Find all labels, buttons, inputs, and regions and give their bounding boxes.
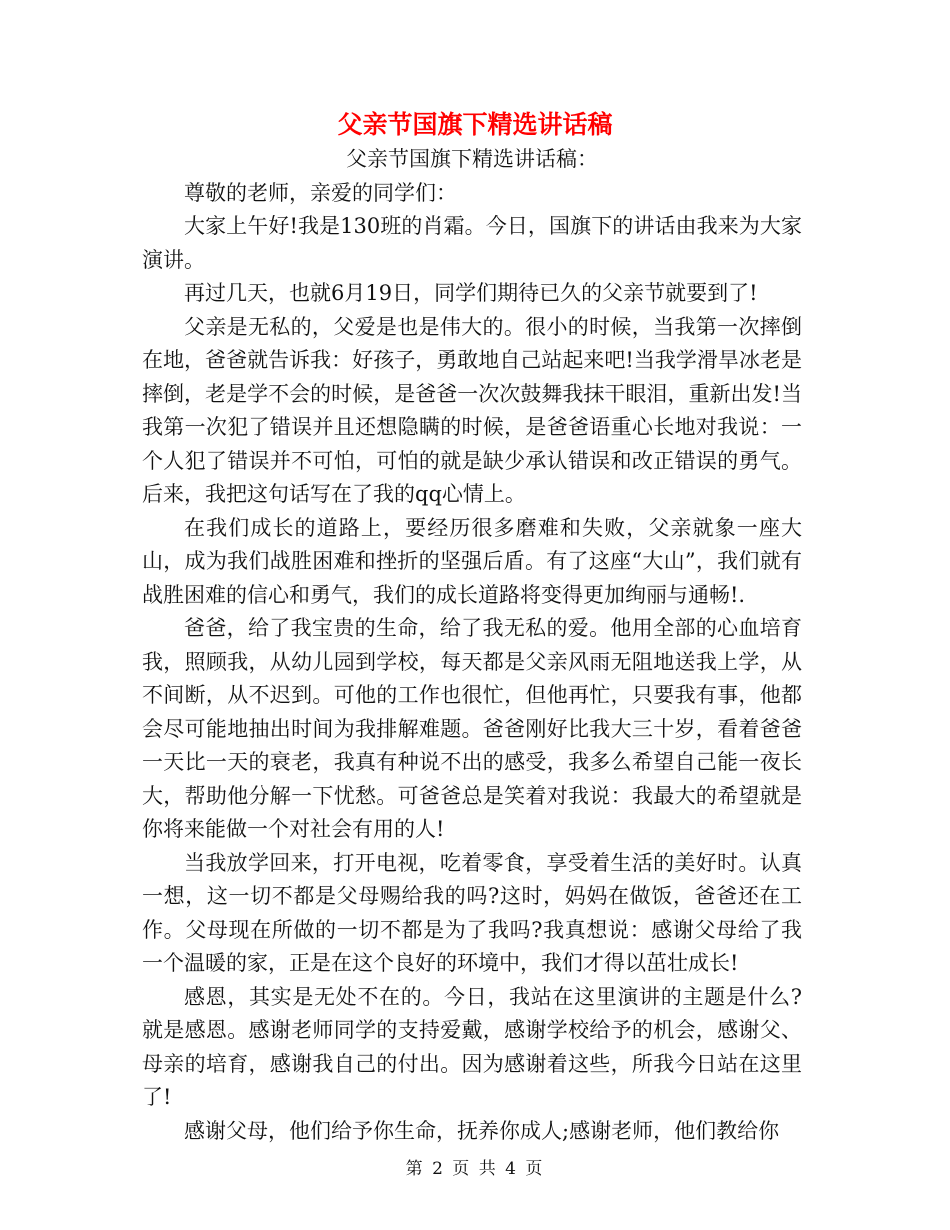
paragraph: 父亲是无私的，父爱是也是伟大的。很小的时候，当我第一次摔倒在地，爸爸就告诉我：好孩子，勇敢地自己站起来吧!当我学滑旱冰老是摔倒，老是学不会的时候，是爸爸一次次鼓舞我抹干眼泪，重新出发!当我第一次犯了错误并且还想隐瞒的时候，是爸爸语重心长地对我说：一个人犯了错误并不可怕，可怕的就是缺少承认错误和改正错误的勇气。后来，我把这句话写在了我的qq心情上。	[142, 314, 802, 506]
paragraph-greeting: 尊敬的老师，亲爱的同学们：	[184, 180, 457, 205]
paragraph: 感谢父母，他们给予你生命，抚养你成人;感谢老师，他们教给你	[184, 1118, 780, 1143]
paragraph: 在我们成长的道路上，要经历很多磨难和失败，父亲就象一座大山，成为我们战胜困难和挫折的坚强后盾。有了这座“大山”，我们就有战胜困难的信心和勇气，我们的成长道路将变得更加绚丽与通畅!.	[142, 515, 802, 607]
document-subtitle: 父亲节国旗下精选讲话稿：	[346, 147, 598, 171]
paragraph: 大家上午好!我是130班的肖霜。今日，国旗下的讲话由我来为大家演讲。	[142, 214, 802, 272]
paragraph: 当我放学回来，打开电视，吃着零食，享受着生活的美好时。认真一想，这一切不都是父母赐给我的吗?这时，妈妈在做饭，爸爸还在工作。父母现在所做的一切不都是为了我吗?我真想说：感谢父母给了我一个温暖的家，正是在这个良好的环境中，我们才得以茁壮成长!	[142, 850, 802, 975]
paragraph: 爸爸，给了我宝贵的生命，给了我无私的爱。他用全部的心血培育我，照顾我，从幼儿园到学校，每天都是父亲风雨无阻地送我上学，从不间断，从不迟到。可他的工作也很忙，但他再忙，只要我有事，他都会尽可能地抽出时间为我排解难题。爸爸刚好比我大三十岁，看着爸爸一天比一天的衰老，我真有种说不出的感受，我多么希望自己能一夜长大，帮助他分解一下忧愁。可爸爸总是笑着对我说：我最大的希望就是你将来能做一个对社会有用的人!	[142, 616, 802, 841]
paragraph: 再过几天，也就6月19日，同学们期待已久的父亲节就要到了!	[184, 281, 758, 305]
document-title: 父亲节国旗下精选讲话稿	[337, 110, 613, 139]
page-number-footer: 第 2 页 共 4 页	[405, 1159, 545, 1179]
paragraph: 感恩，其实是无处不在的。今日，我站在这里演讲的主题是什么?就是感恩。感谢老师同学的支持爱戴，感谢学校给予的机会，感谢父、母亲的培育，感谢我自己的付出。因为感谢着这些，所我今日站在这里了!	[142, 984, 802, 1109]
document-body	[142, 143, 802, 1148]
